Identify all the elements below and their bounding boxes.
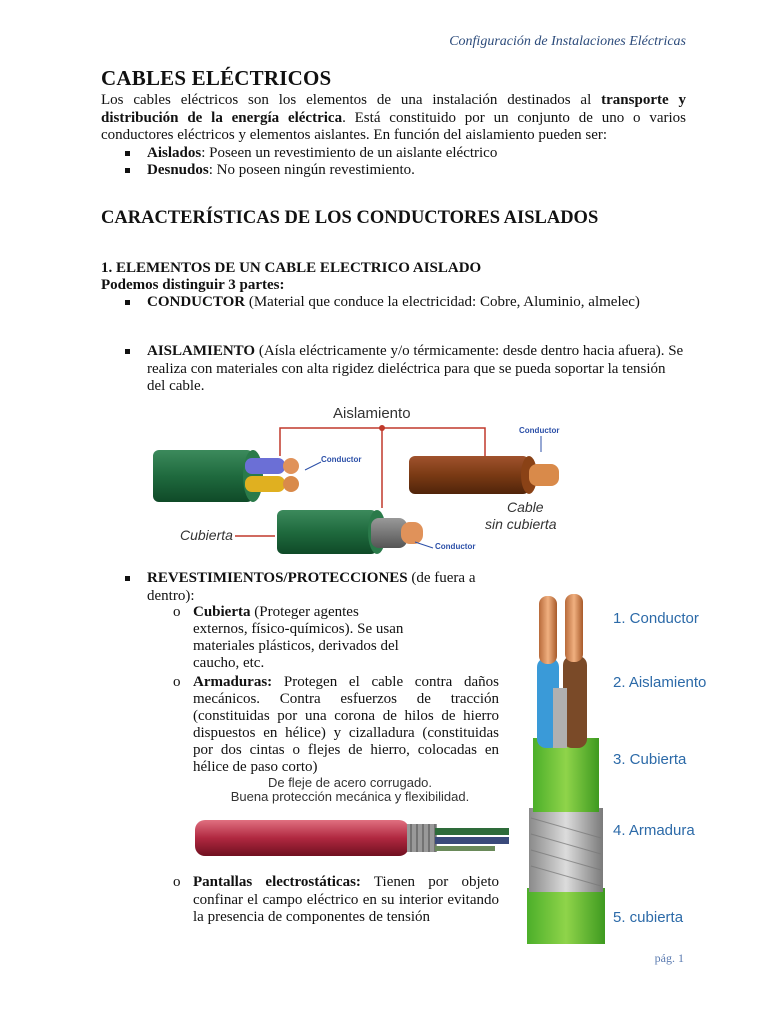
section-title-conductores: CARACTERÍSTICAS DE LOS CONDUCTORES AISLADOS [101, 208, 599, 228]
list-item-revestimientos: REVESTIMIENTOS/PROTECCIONES (de fuera a dentro): [101, 570, 513, 605]
page-number: pág. 1 [654, 951, 684, 965]
label-layer-3: 3. Cubierta [613, 751, 687, 768]
cable-layers-diagram [523, 588, 733, 944]
cable-parts-diagram [145, 400, 575, 560]
list-item-cubierta: o Cubierta (Proteger agentes externos, físico-químicos). Se usan materiales plásticos, derivados del caucho, etc. [173, 604, 404, 671]
label-layer-1: 1. Conductor [613, 610, 699, 627]
corrugated-cable-caption: De fleje de acero corrugado. Buena protección mecánica y flexibilidad. [230, 775, 470, 804]
label-conductor-3: Conductor [435, 542, 476, 551]
pantallas-block [101, 874, 499, 927]
corrugated-cable-image [195, 812, 509, 864]
running-header: Configuración de Instalaciones Eléctricas [449, 34, 686, 49]
subsection-1 [101, 260, 686, 311]
aislamiento-dot [379, 425, 385, 431]
label-conductor-1: Conductor [321, 455, 362, 464]
intro-paragraph: Los cables eléctricos son los elementos de una instalación destinados al transporte y distribución de la energía eléctrica. Está constituido por un conjunto de uno o varios conductores eléctricos y elementos aislantes. En función del aislamiento pueden ser: [101, 92, 686, 143]
label-layer-2: 2. Aislamiento [613, 674, 707, 691]
label-sin-cubierta: sin cubierta [485, 516, 557, 532]
brown-cable-image [409, 456, 559, 494]
label-aislamiento: Aislamiento [333, 405, 411, 422]
single-core-cable-image [277, 510, 423, 554]
revestimientos-sublist [101, 604, 499, 776]
list-item-pantallas: o Pantallas electrostáticas: Tienen por objeto confinar el campo eléctrico en su interior evitando la presencia de componentes de tensión [173, 874, 499, 925]
list-item: Desnudos: No poseen ningún revestimiento. [101, 162, 686, 180]
layered-cable-image [527, 594, 605, 944]
list-item: Aislados: Poseen un revestimiento de un aislante eléctrico [101, 145, 686, 163]
section-title-cables: CABLES ELÉCTRICOS [101, 66, 332, 90]
cable-types-list [101, 145, 686, 180]
multicore-cable-image [153, 450, 299, 502]
pointer [305, 462, 321, 470]
subsection-lead: Podemos distinguir 3 partes: [101, 277, 285, 293]
label-conductor-2: Conductor [519, 426, 560, 435]
list-item-armaduras: o Armaduras: Protegen el cable contra daños mecánicos. Contra esfuerzos de tracción (constituidas por una corona de hilos de hierro dispuestos en hélice) y cizalladura (constituidas por dos cintas o flejes de hierro, colocadas en hélice de paso corto) [173, 674, 499, 775]
label-layer-4: 4. Armadura [613, 822, 695, 839]
label-cubierta: Cubierta [180, 527, 233, 543]
subsection-title: 1. ELEMENTOS DE UN CABLE ELECTRICO AISLADO [101, 260, 482, 276]
list-item-aislamiento: AISLAMIENTO (Aísla eléctricamente y/o térmicamente: desde dentro hacia afuera). Se realiza con materiales con alta rigidez dieléctrica para que se pueda soportar la tensión del cable. [101, 343, 686, 396]
pointer [415, 542, 433, 548]
label-layer-5: 5. cubierta [613, 909, 684, 926]
label-cable: Cable [507, 499, 544, 515]
page-content [101, 64, 686, 180]
list-item-conductor: CONDUCTOR (Material que conduce la electricidad: Cobre, Aluminio, almelec) [101, 294, 686, 311]
